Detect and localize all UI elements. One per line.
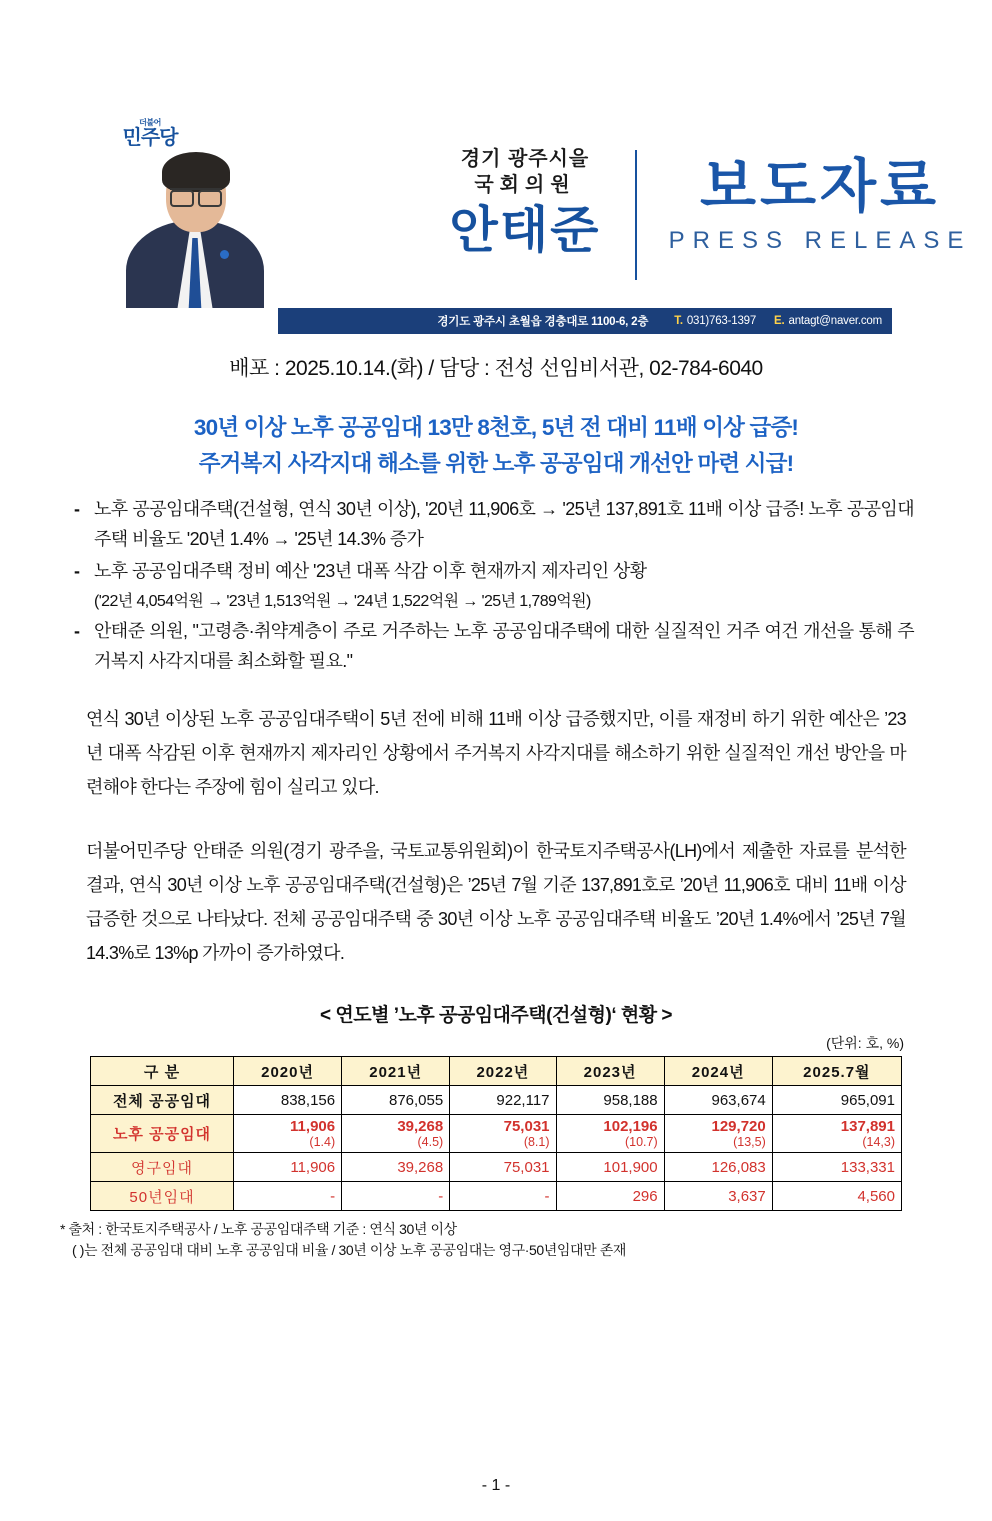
party-name: 민주당	[122, 127, 178, 149]
cell-ratio: (14,3)	[862, 1135, 895, 1149]
member-region: 경기 광주시을	[460, 148, 590, 170]
table-cell: 838,156	[234, 1086, 342, 1115]
table-cell: -	[234, 1182, 342, 1211]
bullet-text: 노후 공공임대주택 정비 예산 '23년 대폭 삭감 이후 현재까지 제자리인 상황	[94, 561, 647, 581]
press-title-kor: 보도자료	[699, 154, 941, 219]
table-header-row	[91, 1057, 902, 1086]
bullet-item	[74, 556, 914, 586]
table-cell: 101,900	[556, 1153, 664, 1182]
office-address: 경기도 광주시 초월읍 경충대로 1100-6, 2층	[437, 316, 649, 328]
row-label: 영구임대	[91, 1153, 234, 1182]
member-role: 국회의원	[474, 174, 576, 196]
footnote-2: ( )는 전체 공공임대 대비 노후 공공임대 비율 / 30년 이상 노후 공공임대는 영구·50년임대만 존재	[72, 1242, 627, 1258]
cell-value: 75,031	[503, 1118, 550, 1135]
document-header	[100, 118, 972, 336]
body-copy	[86, 702, 906, 970]
body-paragraph-2: 더불어민주당 안태준 의원(경기 광주을, 국토교통위원회)이 한국토지주택공사(LH)에서 제출한 자료를 분석한 결과, 연식 30년 이상 노후 공공임대주택(건설형)은 ’25년 7월 기준 137,891호로 ’20년 11,906호 대비 11배 이상 급증한 것으로 나타났다. 전체 공공임대주택 중 30년 이상 노후 공공임대주택 비율도 ’20년 1.4%에서 ’25년 7월 14.3%로 13%p 가까이 증가하였다.	[86, 841, 906, 963]
housing-data-table	[90, 1056, 902, 1211]
table-cell	[664, 1115, 772, 1153]
table-row	[91, 1182, 902, 1211]
table-cell: 963,674	[664, 1086, 772, 1115]
headline-line-2: 주거복지 사각지대 해소를 위한 노후 공공임대 개선안 마련 시급!	[198, 451, 794, 476]
press-release-page	[0, 118, 992, 1521]
table-cell	[556, 1115, 664, 1153]
bullet-dash: -	[74, 499, 80, 519]
table-cell	[450, 1115, 556, 1153]
cell-value: 39,268	[397, 1118, 444, 1135]
bullet-dash: -	[74, 561, 80, 581]
table-unit-note: (단위: 호, %)	[826, 1035, 904, 1051]
member-photo-block	[100, 118, 278, 308]
contact-bar	[278, 308, 892, 334]
table-cell: 3,637	[664, 1182, 772, 1211]
row-label: 50년임대	[91, 1182, 234, 1211]
table-cell: 11,906	[234, 1153, 342, 1182]
table-row	[91, 1153, 902, 1182]
telephone-value: 031)763-1397	[686, 315, 757, 327]
distribution-line: 배포 : 2025.10.14.(화) / 담당 : 전성 선임비서관, 02-784-6040	[229, 357, 763, 380]
member-name: 안태준	[449, 202, 601, 258]
glasses-icon	[170, 188, 222, 204]
table-cell	[234, 1115, 342, 1153]
headline-line-1: 30년 이상 노후 공공임대 13만 8천호, 5년 전 대비 11배 이상 급증!	[193, 415, 799, 440]
header-title-block	[330, 136, 972, 296]
party-tagline: 더불어	[139, 118, 161, 127]
cell-ratio: (1.4)	[309, 1135, 336, 1149]
bullet-text: 안태준 의원, "고령층·취약계층이 주로 거주하는 노후 공공임대주택에 대한 실질적인 거주 여건 개선을 통해 주거복지 사각지대를 최소화할 필요."	[94, 621, 914, 671]
header-divider	[635, 150, 637, 280]
table-cell: 39,268	[342, 1153, 450, 1182]
table-cell: 922,117	[450, 1086, 556, 1115]
email-label: E.	[774, 315, 785, 327]
table-footnotes	[60, 1219, 992, 1261]
column-header: 구 분	[91, 1057, 234, 1086]
table-cell: 296	[556, 1182, 664, 1211]
table-cell: 75,031	[450, 1153, 556, 1182]
bullet-dash: -	[74, 621, 80, 641]
table-row	[91, 1115, 902, 1153]
footnote-1: * 출처 : 한국토지주택공사 / 노후 공공임대주택 기준 : 연식 30년 이상	[60, 1221, 457, 1237]
cell-ratio: (4.5)	[417, 1135, 444, 1149]
cell-ratio: (8.1)	[523, 1135, 550, 1149]
column-header: 2020년	[234, 1057, 342, 1086]
cell-value: 137,891	[840, 1118, 895, 1135]
bullet-item	[74, 494, 914, 554]
table-cell: 876,055	[342, 1086, 450, 1115]
member-identity	[430, 146, 620, 260]
column-header: 2023년	[556, 1057, 664, 1086]
table-cell: -	[342, 1182, 450, 1211]
table-title: < 연도별 ’노후 공공임대주택(건설형)‘ 현황 >	[320, 1005, 672, 1026]
column-header: 2021년	[342, 1057, 450, 1086]
bullet-subtext: ('22년 4,054억원 → '23년 1,513억원 → '24년 1,522억원 → '25년 1,789억원)	[94, 593, 591, 610]
bullet-text: 노후 공공임대주택(건설형, 연식 30년 이상), '20년 11,906호 → '25년 137,891호 11배 이상 급증! 노후 공공임대주택 비율도 '20년 1.4% → '25년 14.3% 증가	[94, 499, 914, 549]
cell-ratio: (10.7)	[624, 1135, 658, 1149]
table-cell: 958,188	[556, 1086, 664, 1115]
table-cell: 126,083	[664, 1153, 772, 1182]
row-label: 전체 공공임대	[91, 1086, 234, 1115]
column-header: 2022년	[450, 1057, 556, 1086]
cell-value: 129,720	[711, 1118, 766, 1135]
cell-value: 11,906	[290, 1118, 336, 1135]
telephone-label: T.	[674, 315, 683, 327]
bullet-item	[74, 616, 914, 676]
table-cell: -	[450, 1182, 556, 1211]
table-cell: 133,331	[772, 1153, 901, 1182]
member-portrait	[120, 146, 270, 308]
table-row	[91, 1086, 902, 1115]
column-header: 2024년	[664, 1057, 772, 1086]
lapel-badge-icon	[220, 250, 229, 259]
table-cell	[342, 1115, 450, 1153]
table-cell: 4,560	[772, 1182, 901, 1211]
table-cell	[772, 1115, 901, 1153]
email-value: antagt@naver.com	[788, 315, 882, 327]
headline	[60, 410, 932, 482]
summary-bullets	[74, 494, 914, 676]
press-release-title	[660, 152, 980, 256]
table-cell: 965,091	[772, 1086, 901, 1115]
row-label: 노후 공공임대	[91, 1115, 234, 1153]
press-title-eng: PRESS RELEASE	[668, 227, 972, 254]
page-number: - 1 -	[481, 1477, 511, 1494]
portrait-hair	[162, 152, 230, 192]
body-paragraph-1: 연식 30년 이상된 노후 공공임대주택이 5년 전에 비해 11배 이상 급증했지만, 이를 재정비 하기 위한 예산은 ’23년 대폭 삭감된 이후 현재까지 제자리인 상황에서 주거복지 사각지대를 해소하기 위한 실질적인 개선 방안을 마련해야 한다는 주장에 힘이 실리고 있다.	[86, 709, 906, 797]
cell-ratio: (13,5)	[733, 1135, 766, 1149]
cell-value: 102,196	[603, 1118, 658, 1135]
column-header: 2025.7월	[772, 1057, 901, 1086]
